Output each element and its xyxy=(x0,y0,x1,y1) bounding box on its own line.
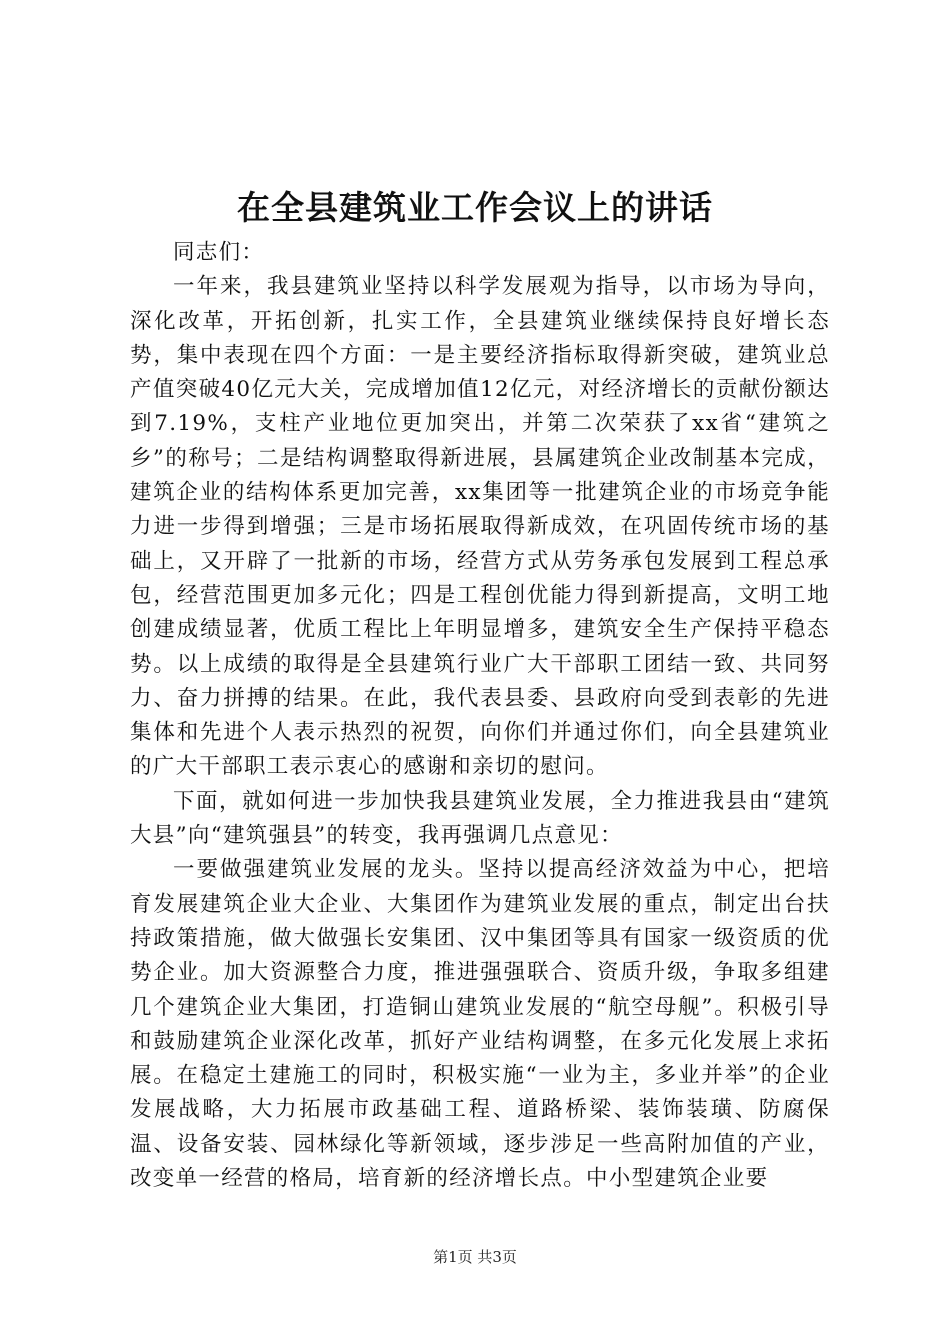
paragraph-point-one: 一要做强建筑业发展的龙头。坚持以提高经济效益为中心，把培育发展建筑企业大企业、大集团作为建筑业发展的重点，制定出台扶持政策措施，做大做强长安集团、汉中集团等具有国家一级资质的优势企业。加大资源整合力度，推进强强联合、资质升级，争取多组建几个建筑企业大集团，打造铜山建筑业发展的“航空母舰”。积极引导和鼓励建筑企业深化改革，抓好产业结构调整，在多元化发展上求拓展。在稳定土建施工的同时，积极实施“一业为主，多业并举”的企业发展战略，大力拓展市政基础工程、道路桥梁、装饰装璜、防腐保温、设备安装、园林绿化等新领域，逐步涉足一些高附加值的产业，改变单一经营的格局，培育新的经济增长点。中小型建筑企业要 xyxy=(130,857,830,1192)
document-body xyxy=(130,236,830,1196)
document-title: 在全县建筑业工作会议上的讲话 xyxy=(237,188,713,227)
paragraph-achievements: 一年来，我县建筑业坚持以科学发展观为指导，以市场为导向，深化改革，开拓创新，扎实工作，全县建筑业继续保持良好增长态势，集中表现在四个方面：一是主要经济指标取得新突破，建筑业总产值突破40亿元大关，完成增加值12亿元，对经济增长的贡献份额达到7.19%，支柱产业地位更加突出，并第二次荣获了xx省“建筑之乡”的称号；二是结构调整取得新进展，县属建筑企业改制基本完成，建筑企业的结构体系更加完善，xx集团等一批建筑企业的市场竞争能力进一步得到增强；三是市场拓展取得新成效，在巩固传统市场的基础上，又开辟了一批新的市场，经营方式从劳务承包发展到工程总承包，经营范围更加多元化；四是工程创优能力得到新提高，文明工地创建成绩显著，优质工程比上年明显增多，建筑安全生产保持平稳态势。以上成绩的取得是全县建筑行业广大干部职工团结一致、共同努力、奋力拼搏的结果。在此，我代表县委、县政府向受到表彰的先进集体和先进个人表示热烈的祝贺，向你们并通过你们，向全县建筑业的广大干部职工表示衷心的感谢和亲切的慰问。 xyxy=(130,274,830,780)
page-footer: 第1页 共3页 xyxy=(433,1248,517,1266)
paragraph-transition: 下面，就如何进一步加快我县建筑业发展，全力推进我县由“建筑大县”向“建筑强县”的转变，我再强调几点意见： xyxy=(130,788,830,849)
salutation: 同志们： xyxy=(173,240,265,265)
